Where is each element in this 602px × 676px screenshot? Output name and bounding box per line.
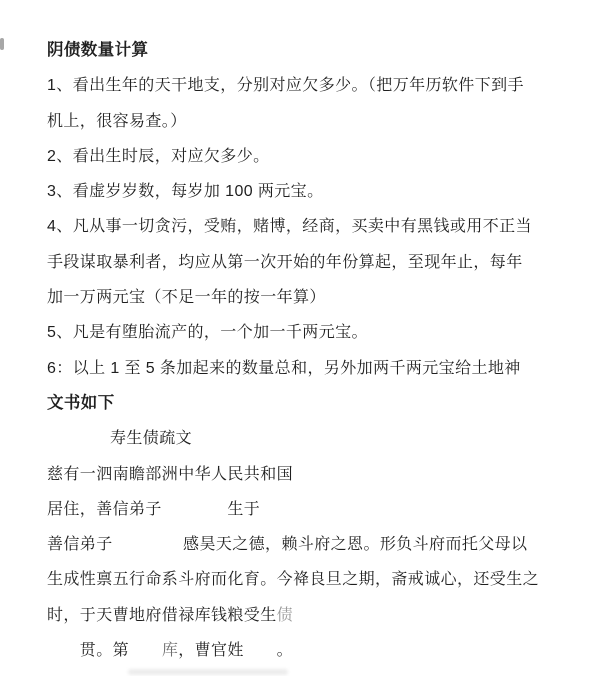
heading-document-follows: 文书如下 — [47, 393, 115, 412]
document-page — [47, 33, 577, 668]
calc-step6: 6：以上 1 至 5 条加起来的数量总和，另外加两千两元宝给土地神 — [47, 359, 521, 377]
calc-step5: 5、凡是有堕胎流产的，一个加一千两元宝。 — [47, 324, 368, 342]
petition-line-debt — [47, 598, 577, 633]
scan-artifact-left-edge — [0, 38, 4, 50]
petition-char-ku-muted: 库 — [161, 642, 179, 660]
petition-line-amount — [47, 633, 577, 668]
calc-step4-line3: 加一万两元宝（不足一年的按一年算） — [47, 289, 326, 307]
petition-line-amount-pre: 贯。第 — [47, 642, 162, 660]
scan-artifact-bottom — [128, 669, 288, 675]
calc-step3: 3、看虚岁岁数，每岁加 100 两元宝。 — [47, 183, 324, 201]
calc-step1-line1: 1、看出生年的天干地支，分别对应欠多少。（把万年历软件下到手 — [47, 77, 524, 95]
petition-char-debt-muted: 债 — [276, 606, 294, 624]
petition-line-nature: 生成性禀五行命系斗府而化育。今袶良旦之期，斋戒诚心，还受生之 — [47, 571, 540, 589]
petition-line-realm: 慈有一泗南瞻部洲中华人民共和国 — [47, 465, 294, 483]
calc-step4-line1: 4、凡从事一切贪污，受贿，赌博，经商，买卖中有黑钱或用不正当 — [47, 218, 532, 236]
calc-step4-line2: 手段谋取暴利者，均应从第一次开始的年份算起，至现年止，每年 — [47, 253, 523, 271]
petition-line-residence: 居住，善信弟子 生于 — [47, 500, 261, 518]
petition-title: 寿生债疏文 — [110, 430, 193, 448]
calc-step1-line2: 机上，很容易查。） — [47, 112, 187, 130]
petition-line-debt-text: 时，于天曹地府借禄库钱粮受生 — [47, 606, 277, 624]
petition-line-disciple: 善信弟子 感昊天之德，赖斗府之恩。形负斗府而托父母以 — [47, 536, 528, 554]
petition-line-amount-post: ，曹官姓 。 — [178, 642, 294, 660]
calc-step2: 2、看出生时辰，对应欠多少。 — [47, 147, 270, 165]
heading-yin-debt-calc: 阴债数量计算 — [47, 41, 149, 59]
